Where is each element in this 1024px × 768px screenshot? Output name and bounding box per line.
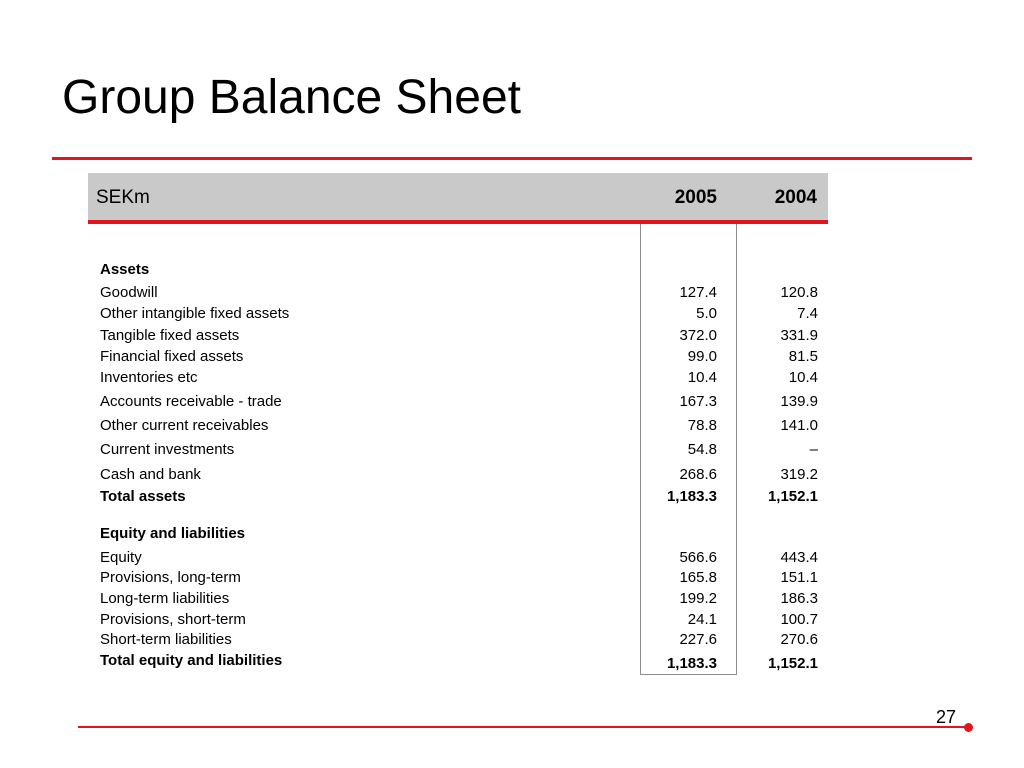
row-label: Short-term liabilities [100, 631, 232, 648]
value-2004: 319.2 [780, 466, 818, 483]
row-label: Inventories etc [100, 369, 198, 386]
value-2005: 78.8 [687, 417, 717, 434]
top-divider [52, 157, 972, 160]
table-row [100, 392, 820, 412]
table-row [100, 610, 820, 630]
table-row [100, 440, 820, 460]
row-label: Financial fixed assets [100, 348, 244, 365]
value-2004: 270.6 [780, 631, 818, 648]
row-label: Accounts receivable - trade [100, 393, 282, 410]
table-row [100, 589, 820, 609]
row-label: Provisions, short-term [100, 611, 246, 628]
value-2004: 120.8 [780, 284, 818, 301]
value-2004: 331.9 [780, 327, 818, 344]
slide-title: Group Balance Sheet [62, 71, 521, 124]
row-label: Total equity and liabilities [100, 652, 283, 669]
value-2005: 227.6 [679, 631, 717, 648]
value-2004: 100.7 [780, 611, 818, 628]
value-2005: 165.8 [679, 569, 717, 586]
section-heading-label: Assets [100, 261, 150, 278]
value-2004: 10.4 [788, 369, 818, 386]
table-row [100, 368, 820, 388]
table-header [88, 173, 828, 220]
row-label: Provisions, long-term [100, 569, 241, 586]
table-row [100, 568, 820, 588]
value-2004: – [809, 441, 818, 458]
value-2004: 186.3 [780, 590, 818, 607]
row-label: Long-term liabilities [100, 590, 230, 607]
value-2004: 1,152.1 [767, 488, 818, 505]
table-row [100, 326, 820, 346]
value-2005: 54.8 [687, 441, 717, 458]
value-2004: 151.1 [780, 569, 818, 586]
row-label: Equity [100, 549, 142, 566]
unit-label: SEKm [96, 187, 150, 208]
value-2005: 268.6 [679, 466, 717, 483]
section-heading-equity-liabilities [100, 524, 820, 544]
section-heading-label: Equity and liabilities [100, 525, 246, 542]
table-row [100, 416, 820, 436]
table-row [100, 465, 820, 485]
total-row-equity-liabilities [100, 651, 820, 671]
page-number: 27 [936, 707, 957, 727]
value-2005: 127.4 [679, 284, 717, 301]
value-2005: 167.3 [679, 393, 717, 410]
value-2004: 139.9 [780, 393, 818, 410]
table-row [100, 304, 820, 324]
table-row [100, 347, 820, 367]
bottom-divider [78, 726, 968, 728]
row-label: Current investments [100, 441, 235, 458]
value-2004: 141.0 [780, 417, 818, 434]
value-2004: 7.4 [797, 305, 818, 322]
section-heading-assets [100, 260, 820, 280]
value-2005: 199.2 [679, 590, 717, 607]
value-2005: 372.0 [679, 327, 717, 344]
row-label: Other intangible fixed assets [100, 305, 290, 322]
value-2004: 81.5 [788, 348, 818, 365]
row-label: Other current receivables [100, 417, 269, 434]
value-2005: 24.1 [687, 611, 717, 628]
row-label: Total assets [100, 488, 186, 505]
table-row [100, 630, 820, 650]
table-row [100, 283, 820, 303]
row-label: Cash and bank [100, 466, 201, 483]
value-2004: 443.4 [780, 549, 818, 566]
table-row [100, 548, 820, 568]
year-header-2004: 2004 [774, 187, 817, 208]
value-2005: 1,183.3 [666, 488, 717, 505]
row-label: Goodwill [100, 284, 158, 301]
year-header-2005: 2005 [674, 187, 717, 208]
value-2005: 99.0 [687, 348, 717, 365]
value-2005: 566.6 [679, 549, 717, 566]
value-2004: 1,152.1 [767, 655, 818, 672]
total-row-assets [100, 487, 820, 507]
value-2005: 1,183.3 [666, 655, 717, 672]
value-2005: 10.4 [687, 369, 717, 386]
row-label: Tangible fixed assets [100, 327, 240, 344]
divider-end-dot [964, 723, 973, 732]
value-2005: 5.0 [696, 305, 717, 322]
